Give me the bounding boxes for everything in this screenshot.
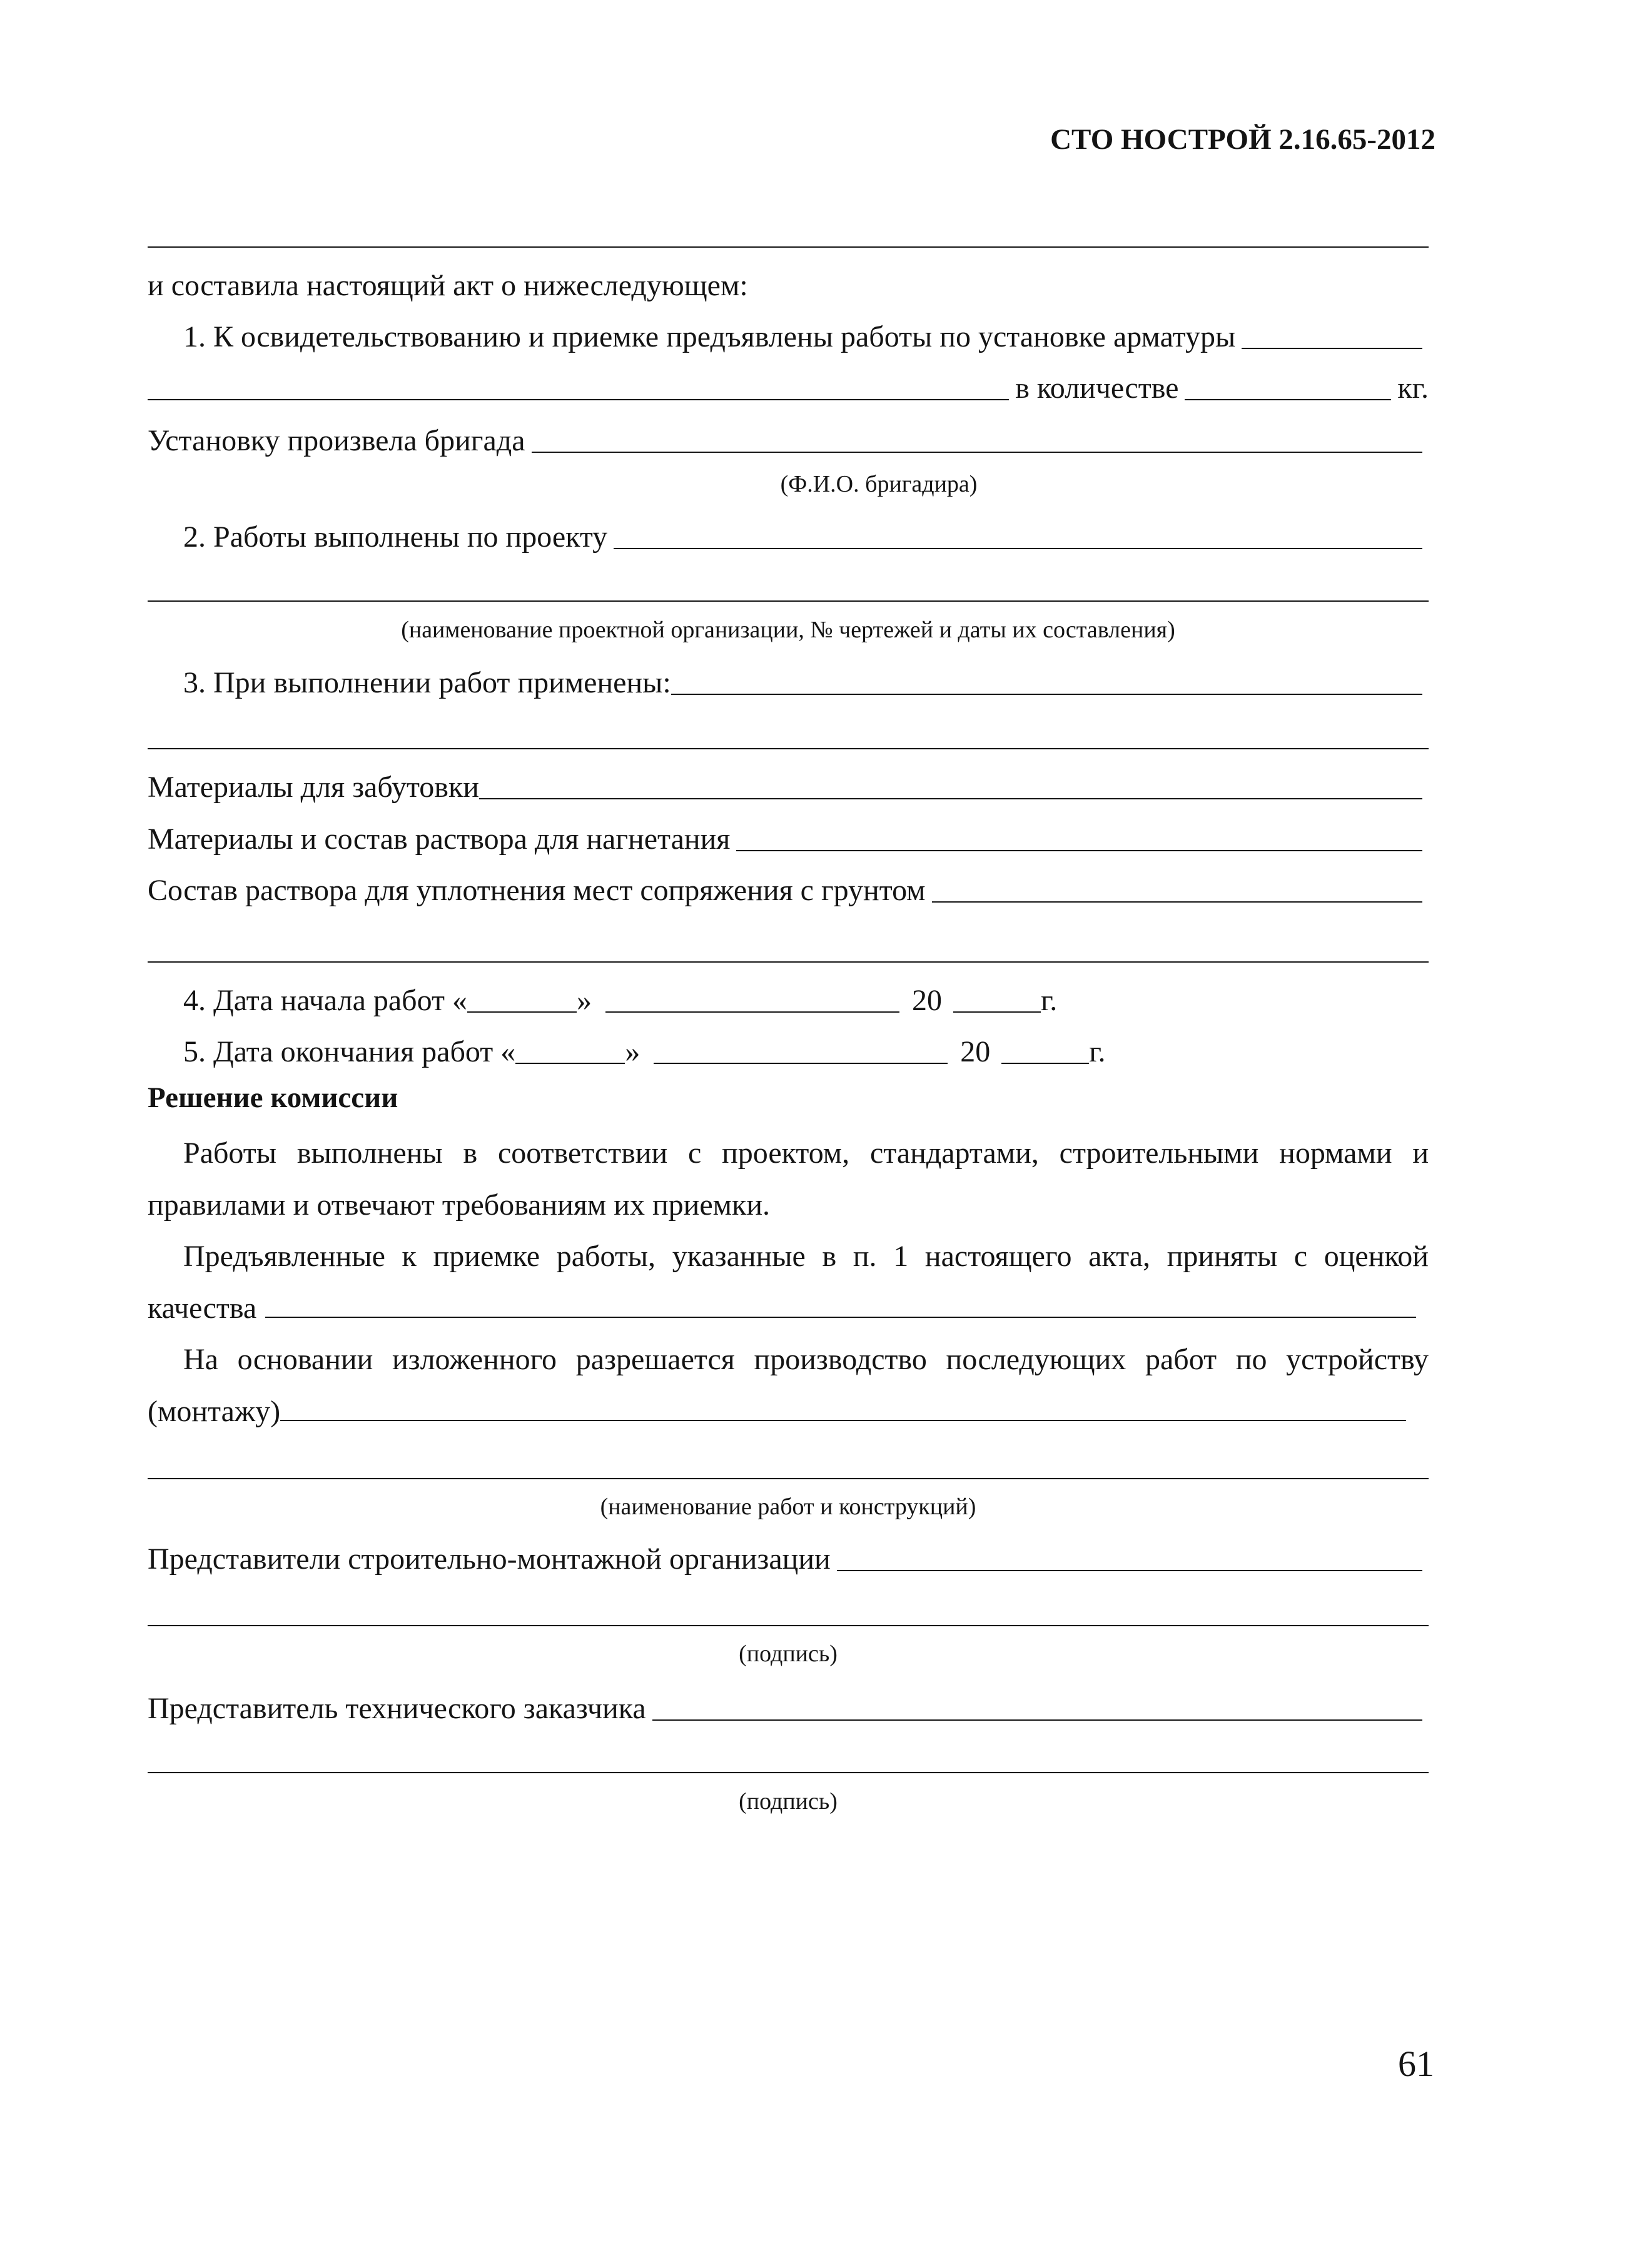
works-caption: (наименование работ и конструкций) [600, 1494, 976, 1520]
blank-line [148, 600, 1429, 602]
injection-label: Материалы и состав раствора для нагнетания [148, 823, 731, 856]
quote-close: » [576, 984, 592, 1017]
sealing-label: Состав раствора для уплотнения мест сопряжения с грунтом [148, 874, 926, 907]
item5-text: 5. Дата окончания работ « [183, 1035, 516, 1068]
quantity-label: в количестве [1015, 372, 1179, 405]
item4-row [183, 978, 1057, 1018]
decision-p3-text: На основании изложенного разрешается производство последующих работ по устройству (монтажу) [148, 1343, 1429, 1428]
item4-text: 4. Дата начала работ « [183, 984, 467, 1017]
works-fill-line [280, 1420, 1406, 1421]
year-suffix: г. [1040, 984, 1058, 1017]
sealing-row [148, 868, 1429, 908]
contractor-label: Представители строительно-монтажной организации [148, 1542, 831, 1576]
customer-signature-caption: (подпись) [739, 1788, 838, 1815]
decision-paragraph-2 [148, 1230, 1429, 1334]
year-fill-line [1001, 1063, 1089, 1064]
item2-caption: (наименование проектной организации, № чертежей и даты их составления) [401, 617, 1175, 643]
fill-line [614, 548, 1422, 549]
fill-line [148, 399, 1009, 400]
fill-line [1242, 348, 1422, 349]
fill-line [532, 452, 1423, 453]
decision-p1-text: Работы выполнены в соответствии с проектом, стандартами, строительными нормами и правилами и отвечают требованиям их приемки. [148, 1137, 1429, 1222]
item3-row [183, 660, 1429, 700]
quantity-fill-line [1185, 399, 1391, 400]
item5-row [183, 1029, 1106, 1069]
blank-line [148, 748, 1429, 749]
blank-line [148, 1625, 1429, 1626]
document-code: СТО НОСТРОЙ 2.16.65-2012 [1050, 123, 1435, 156]
crew-row [148, 418, 1429, 458]
contractor-signature-caption: (подпись) [739, 1641, 838, 1667]
item3-text: 3. При выполнении работ применены: [183, 666, 671, 699]
page-number: 61 [1398, 2043, 1434, 2084]
decision-paragraph-1 [148, 1127, 1429, 1231]
customer-label: Представитель технического заказчика [148, 1692, 646, 1725]
item1-row [183, 314, 1429, 354]
crew-caption: (Ф.И.О. бригадира) [780, 471, 978, 497]
decision-heading: Решение комиссии [148, 1081, 398, 1114]
contractor-signature-row [148, 1536, 1429, 1576]
decision-paragraph-3 [148, 1334, 1429, 1437]
backfill-label: Материалы для забутовки [148, 771, 479, 804]
year-prefix: 20 [911, 984, 942, 1017]
year-fill-line [953, 1011, 1041, 1013]
blank-line [148, 246, 1429, 248]
signature-line [652, 1719, 1422, 1721]
day-fill-line [467, 1011, 577, 1013]
intro-text-row [148, 263, 1429, 303]
signature-line [837, 1570, 1422, 1571]
decision-p2-text: Предъявленные к приемке работы, указанные в п. 1 настоящего акта, приняты с оценкой качества [148, 1240, 1429, 1325]
unit-label: кг. [1397, 372, 1429, 405]
intro-text: и составила настоящий акт о нижеследующем: [148, 269, 748, 302]
item2-row [183, 514, 1429, 554]
quote-close: » [625, 1035, 640, 1068]
customer-signature-row [148, 1686, 1429, 1726]
fill-line [671, 694, 1422, 695]
month-fill-line [654, 1063, 948, 1064]
item2-text: 2. Работы выполнены по проекту [183, 520, 608, 554]
injection-row [148, 816, 1429, 856]
item1-quantity-row [148, 365, 1429, 405]
backfill-row [148, 764, 1429, 804]
blank-line [148, 961, 1429, 963]
year-prefix: 20 [960, 1035, 991, 1068]
fill-line [736, 850, 1422, 851]
year-suffix: г. [1089, 1035, 1106, 1068]
fill-line [932, 901, 1422, 903]
fill-line [479, 798, 1422, 799]
blank-line [148, 1772, 1429, 1773]
crew-label: Установку произвела бригада [148, 424, 525, 457]
item1-text: 1. К освидетельствованию и приемке предъявлены работы по установке арматуры [183, 320, 1236, 353]
quality-fill-line [265, 1317, 1416, 1318]
day-fill-line [515, 1063, 625, 1064]
month-fill-line [605, 1011, 899, 1013]
blank-line [148, 1478, 1429, 1479]
